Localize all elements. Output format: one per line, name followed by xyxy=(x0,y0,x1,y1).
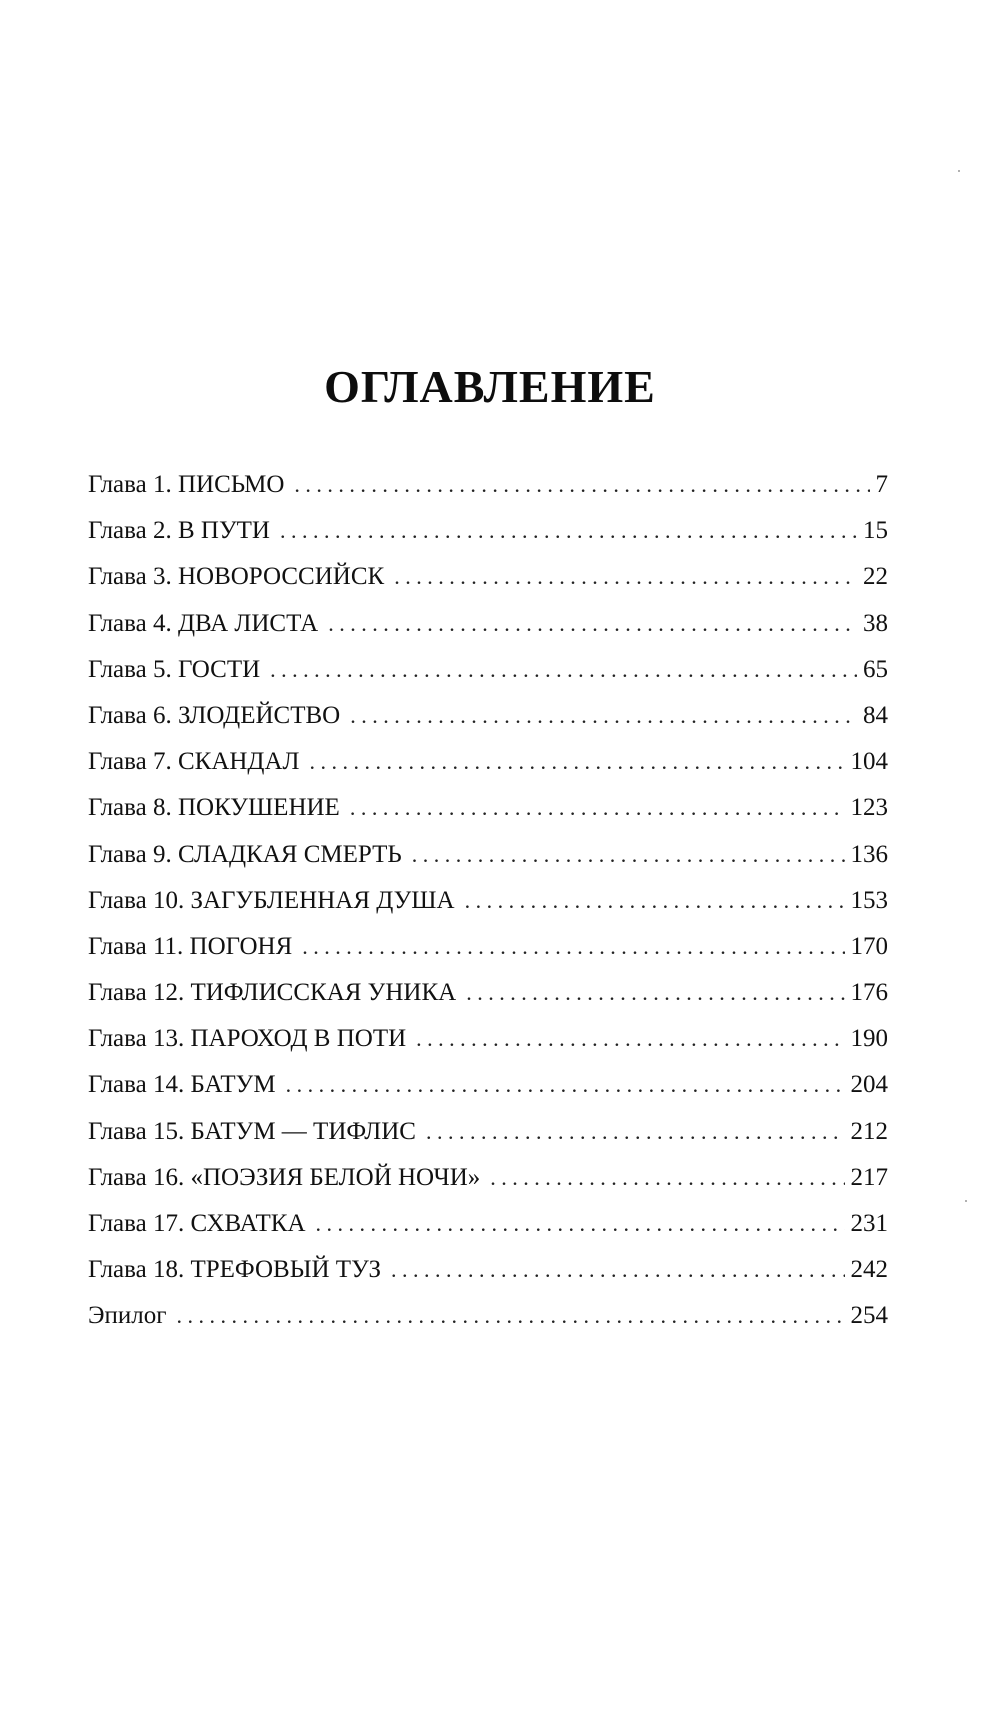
toc-entry-label: Глава 4. ДВА ЛИСТА xyxy=(88,609,319,637)
dot-leader xyxy=(270,655,857,685)
toc-entry-page: 22 xyxy=(863,563,888,591)
toc-entry xyxy=(88,1255,888,1301)
toc-entry xyxy=(88,886,888,932)
toc-entry xyxy=(88,701,888,747)
toc-entry-label: Глава 2. В ПУТИ xyxy=(88,517,270,545)
dot-leader xyxy=(316,1209,845,1239)
toc-entry-page: 204 xyxy=(850,1071,888,1099)
toc-entry-label: Глава 1. ПИСЬМО xyxy=(88,471,285,498)
toc-entry xyxy=(88,470,888,516)
toc-entry xyxy=(88,1301,888,1347)
toc-entry-page: 170 xyxy=(850,932,888,960)
dot-leader xyxy=(391,1255,845,1285)
dot-leader xyxy=(328,609,857,639)
toc-entry-page: 123 xyxy=(850,794,888,822)
dot-leader xyxy=(466,978,844,1008)
toc-entry-page: 242 xyxy=(850,1256,888,1284)
dot-leader xyxy=(294,470,869,500)
dot-leader xyxy=(350,793,845,823)
dot-leader xyxy=(490,1163,844,1193)
toc-entry xyxy=(88,655,888,701)
toc-entry-page: 104 xyxy=(850,748,888,776)
toc-entry-label: Глава 14. БАТУМ xyxy=(88,1071,276,1099)
table-of-contents xyxy=(88,470,888,1348)
toc-entry-label: Глава 3. НОВОРОССИЙСК xyxy=(88,563,385,591)
dot-leader xyxy=(280,516,857,546)
toc-entry xyxy=(88,840,888,886)
toc-entry-page: 136 xyxy=(850,840,888,868)
toc-entry-label: Глава 13. ПАРОХОД В ПОТИ xyxy=(88,1025,407,1053)
scan-speck xyxy=(958,170,960,172)
toc-entry-label: Глава 5. ГОСТИ xyxy=(88,655,261,683)
dot-leader xyxy=(310,747,845,777)
dot-leader xyxy=(465,886,845,916)
toc-entry-label: Глава 8. ПОКУШЕНИЕ xyxy=(88,794,340,822)
toc-entry-page: 231 xyxy=(850,1210,888,1237)
toc-entry-page: 153 xyxy=(850,886,888,914)
toc-entry-label: Глава 16. «ПОЭЗИЯ БЕЛОЙ НОЧИ» xyxy=(88,1163,481,1191)
toc-entry-label: Глава 15. БАТУМ — ТИФЛИС xyxy=(88,1117,416,1145)
toc-entry xyxy=(88,1024,888,1070)
dot-leader xyxy=(350,701,857,731)
toc-entry-page: 190 xyxy=(850,1025,888,1053)
page-title: ОГЛАВЛЕНИЕ xyxy=(324,361,656,412)
dot-leader xyxy=(177,1301,845,1331)
toc-entry xyxy=(88,932,888,978)
toc-entry xyxy=(88,747,888,793)
toc-entry-page: 212 xyxy=(850,1117,888,1145)
toc-entry xyxy=(88,793,888,839)
toc-entry-label: Глава 12. ТИФЛИССКАЯ УНИКА xyxy=(88,979,457,1007)
toc-entry-page: 15 xyxy=(863,517,888,545)
toc-entry-label: Глава 18. ТРЕФОВЫЙ ТУЗ xyxy=(88,1256,381,1284)
toc-entry-label: Глава 7. СКАНДАЛ xyxy=(88,748,300,776)
dot-leader xyxy=(302,932,844,962)
toc-entry xyxy=(88,562,888,608)
toc-entry xyxy=(88,978,888,1024)
toc-entry xyxy=(88,1163,888,1209)
toc-entry-label: Глава 10. ЗАГУБЛЕННАЯ ДУША xyxy=(88,886,455,914)
toc-entry-page: 217 xyxy=(850,1163,888,1191)
toc-entry-page: 65 xyxy=(863,655,888,683)
toc-entry xyxy=(88,1209,888,1255)
toc-entry-page: 176 xyxy=(850,979,888,1007)
toc-entry xyxy=(88,609,888,655)
toc-entry-page: 38 xyxy=(863,609,888,637)
toc-entry xyxy=(88,1117,888,1163)
dot-leader xyxy=(412,840,845,870)
toc-entry-page: 84 xyxy=(863,701,888,729)
toc-entry-page: 254 xyxy=(850,1302,888,1330)
dot-leader xyxy=(416,1024,844,1054)
dot-leader xyxy=(394,562,857,592)
toc-entry-label: Глава 9. СЛАДКАЯ СМЕРТЬ xyxy=(88,840,402,868)
toc-entry xyxy=(88,1070,888,1116)
toc-entry-page: 7 xyxy=(875,471,888,498)
toc-entry-label: Глава 17. СХВАТКА xyxy=(88,1210,306,1237)
toc-entry-label: Глава 6. ЗЛОДЕЙСТВО xyxy=(88,701,341,729)
toc-entry xyxy=(88,516,888,562)
dot-leader xyxy=(426,1117,845,1147)
scan-speck xyxy=(965,1200,967,1202)
dot-leader xyxy=(286,1070,845,1100)
toc-entry-label: Эпилог xyxy=(88,1302,167,1330)
toc-entry-label: Глава 11. ПОГОНЯ xyxy=(88,932,293,960)
